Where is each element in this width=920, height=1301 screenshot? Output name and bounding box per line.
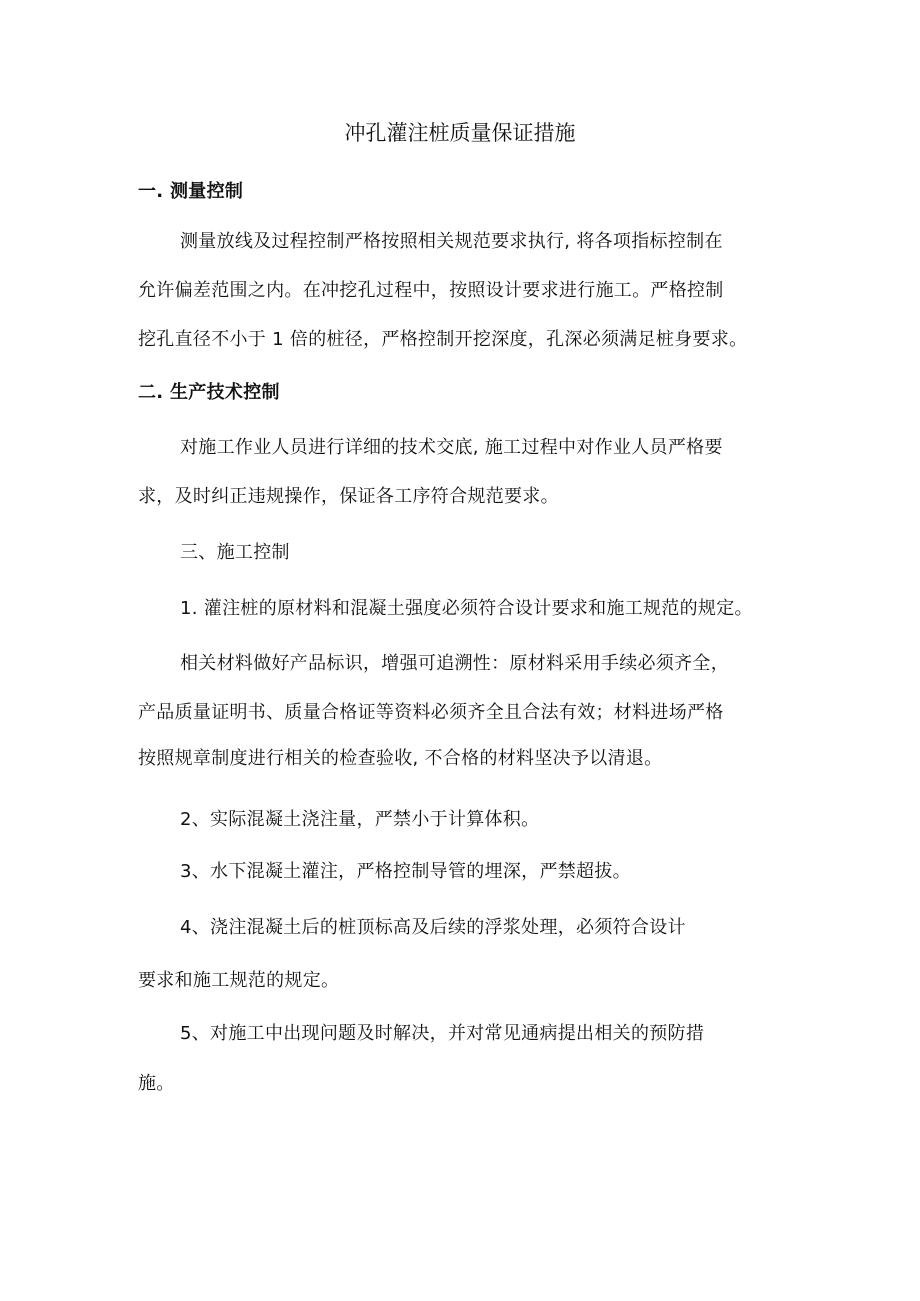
section-heading-production-technique: 二. 生产技术控制	[138, 382, 280, 403]
list-item-2: 2、实际混凝土浇注量，严禁小于计算体积。	[180, 809, 540, 830]
list-item-4-line: 要求和施工规范的规定。	[138, 970, 340, 991]
section-heading-construction-control: 三、施工控制	[180, 542, 290, 563]
paragraph-line: 求，及时纠正违规操作，保证各工序符合规范要求。	[138, 486, 559, 507]
list-item-4-line: 4、浇注混凝土后的桩顶标高及后续的浮浆处理，必须符合设计	[180, 917, 686, 938]
list-item-1-line: 1. 灌注桩的原材料和混凝土强度必须符合设计要求和施工规范的规定。	[180, 598, 753, 619]
list-item-5-line: 5、对施工中出现问题及时解决，并对常见通病提出相关的预防措	[180, 1023, 705, 1044]
list-item-1-line: 按照规章制度进行相关的检查验收, 不合格的材料坚决予以清退。	[138, 748, 663, 769]
document-title: 冲孔灌注桩质量保证措施	[344, 121, 576, 145]
list-item-1-line: 产品质量证明书、质量合格证等资料必须齐全且合法有效；材料进场严格	[138, 702, 724, 723]
paragraph-line: 允许偏差范围之内。在冲挖孔过程中，按照设计要求进行施工。严格控制	[138, 280, 724, 301]
section-heading-measurement: 一. 测量控制	[138, 181, 244, 202]
list-item-1-line: 相关材料做好产品标识，增强可追溯性：原材料采用手续必须齐全，	[180, 653, 729, 674]
paragraph-line: 挖孔直径不小于 1 倍的桩径，严格控制开挖深度，孔深必须满足桩身要求。	[138, 329, 748, 350]
list-item-5-line: 施。	[138, 1073, 175, 1094]
list-item-3: 3、水下混凝土灌注，严格控制导管的埋深，严禁超拔。	[180, 861, 631, 882]
paragraph-line: 对施工作业人员进行详细的技术交底, 施工过程中对作业人员严格要	[180, 437, 723, 458]
paragraph-line: 测量放线及过程控制严格按照相关规范要求执行, 将各项指标控制在	[180, 231, 723, 252]
